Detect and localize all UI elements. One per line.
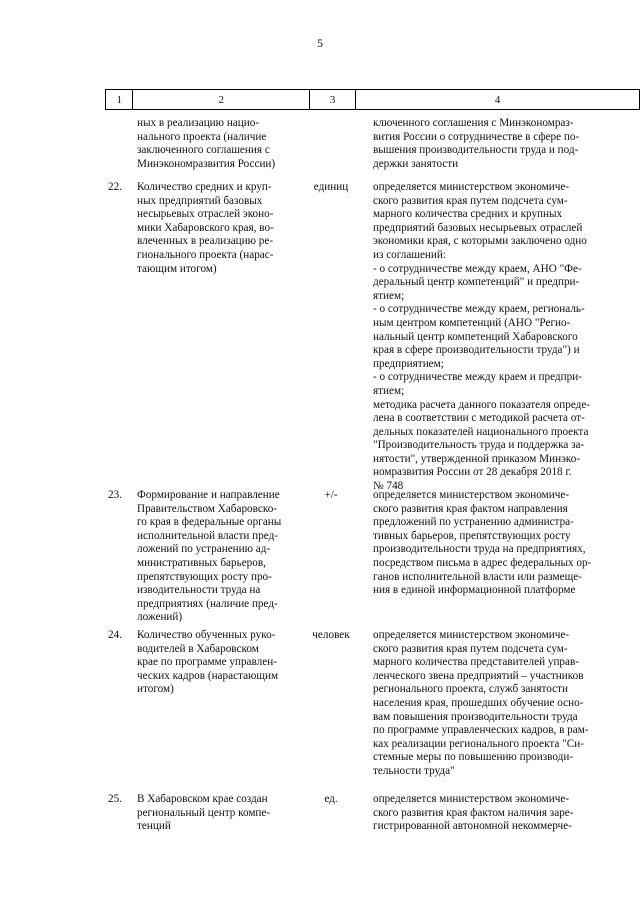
- indicator-name: В Хабаровском крае создан региональный центр компе- тенций: [137, 793, 271, 833]
- unit-of-measure: +/-: [324, 489, 338, 501]
- calculation-method: определяется министерством экономиче- ского развития края путем подсчета сум- марного количества средних и крупных предприятий базовых несырьевых отраслей экономики края, с которыми заключено одно из соглашений: - о сотрудничестве между краем, АНО "Фе- деральный центр компетенций" и предпри- ятием; - о сотрудничестве между краем, региональ- ным центром компетенций (АНО "Регио- нальный центр компетенций Хабаровского края в сфере производительности труда") и предприятием; - о сотрудничестве между краем и предпри- ятием; методика расчета данного показателя опреде- лена в соответствии с методикой расчета от- дельных показателей национального проекта "Производительность труда и поддержка за- нятости", утвержденной приказом Минэко- номразвития России от 28 декабря 2018 г. № 748: [373, 181, 591, 493]
- row-number: 24.: [108, 629, 122, 641]
- page-number: 5: [317, 36, 323, 50]
- column-header-1: 1: [106, 90, 133, 110]
- calculation-method: ключенного соглашения с Минэкономраз- вития России о сотрудничестве в сфере по- вышения производительности труда и под- держки занятости: [373, 117, 580, 170]
- calculation-method: определяется министерством экономиче- ского развития края путем подсчета сум- марного количества представителей управ- ленческого звена предприятий – участников регионального проекта, служб занятости населения края, прошедших обучение осно- вам повышения производительности труда по программе управленческих кадров, в рам- ках реализации регионального проекта "Си- стемные меры по повышению производи- тельности труда": [373, 629, 589, 777]
- unit-of-measure: единиц: [313, 181, 349, 193]
- calculation-method: определяется министерством экономиче- ского развития края фактом направления предложений по устранению администра- тивных барьеров, препятствующих росту производительности труда на предприятиях, посредством письма в адрес федеральных ор- ганов исполнительной власти или размеще- ния в единой информационной платформе: [373, 489, 592, 597]
- indicator-name: Количество средних и круп- ных предприятий базовых несырьевых отраслей эконо- мики Хабаровского края, во- влеченных в реализацию ре- гионального проекта (нарас- тающим итогом): [137, 181, 274, 275]
- column-header-row: [106, 90, 640, 110]
- column-header-3: 3: [310, 90, 356, 110]
- row-number: 23.: [108, 489, 122, 501]
- row-number: 22.: [108, 181, 122, 193]
- unit-of-measure: человек: [312, 629, 350, 641]
- calculation-method: определяется министерством экономиче- ского развития края фактом наличия заре- гистрированной автономной некоммерче-: [373, 793, 574, 833]
- column-header-2: 2: [133, 90, 310, 110]
- row-number: 25.: [108, 793, 122, 805]
- indicator-name: Формирование и направление Правительством Хабаровско- го края в федеральные органы исполнительной власти пред- ложений по устранению ад- министративных барьеров, препятствующих росту про- изводительности труда на предприятиях (наличие пред- ложений): [137, 489, 282, 624]
- column-header-table: [105, 89, 640, 110]
- column-header-4: 4: [356, 90, 640, 110]
- indicator-name: ных в реализацию нацио- нального проекта (наличие заключенного соглашения с Минэкономразвития России): [137, 117, 276, 170]
- indicator-name: Количество обученных руко- водителей в Хабаровском крае по программе управлен- ческих кадров (нарастающим итогом): [137, 629, 279, 696]
- unit-of-measure: ед.: [324, 793, 338, 805]
